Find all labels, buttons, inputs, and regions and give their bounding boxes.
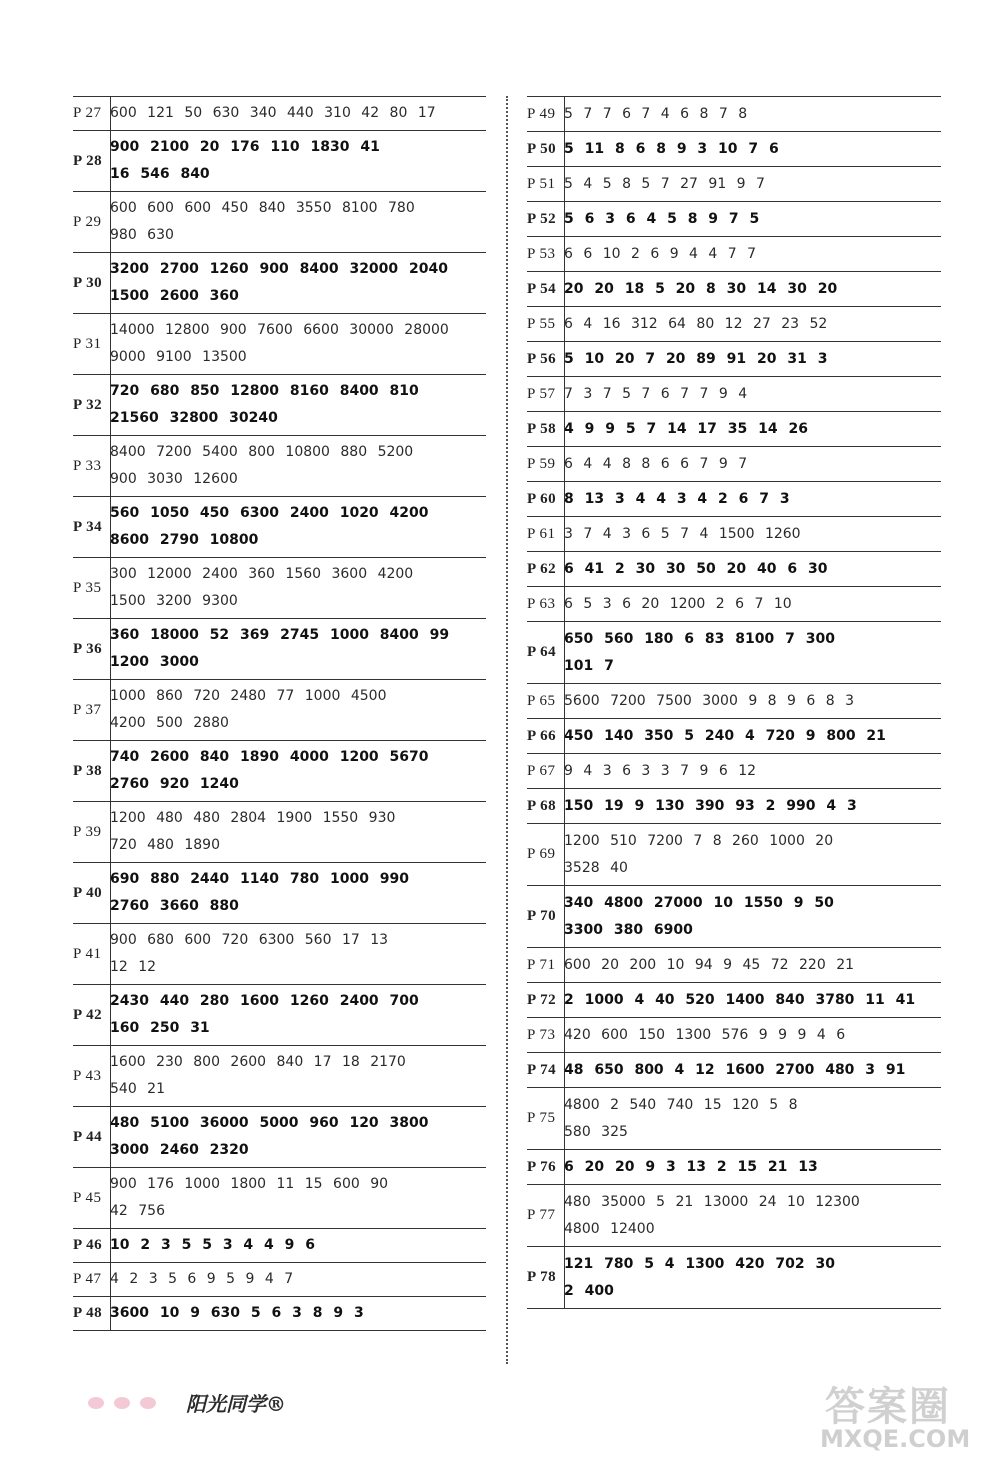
page-number: P 28 <box>73 152 103 169</box>
page-number: P 60 <box>527 490 557 507</box>
page-number: P 63 <box>527 595 556 612</box>
answer-values <box>564 202 941 237</box>
page-number: P 45 <box>73 1189 102 1206</box>
answer-values <box>564 377 941 412</box>
page-number: P 31 <box>73 335 102 352</box>
page-number: P 64 <box>527 644 557 660</box>
answer-line: 9000 9100 13500 <box>110 349 247 365</box>
page-number: P 32 <box>73 396 103 413</box>
answer-values <box>564 482 941 517</box>
answer-row <box>527 132 941 167</box>
page-number: P 29 <box>73 213 102 230</box>
answer-line: 1500 2600 360 <box>110 288 239 304</box>
page-number: P 36 <box>73 640 103 657</box>
answer-row <box>73 985 486 1046</box>
page-number: P 56 <box>527 350 557 367</box>
answer-row <box>73 1263 486 1297</box>
answer-values <box>564 983 941 1018</box>
answer-line: 5600 7200 7500 3000 9 8 9 6 8 3 <box>564 692 855 709</box>
page-number: P 54 <box>527 280 557 297</box>
answer-line: 600 121 50 630 340 440 310 42 80 17 <box>110 105 436 121</box>
answer-row <box>73 1107 486 1168</box>
answer-line: 600 600 600 450 840 3550 8100 780 <box>110 200 415 216</box>
column-divider <box>506 96 508 1364</box>
answer-line: 5 4 5 8 5 7 27 91 9 7 <box>564 175 765 192</box>
answer-values <box>564 948 941 983</box>
page-number: P 73 <box>527 1026 556 1043</box>
answer-values <box>110 985 486 1046</box>
answer-line: 900 3030 12600 <box>110 471 238 487</box>
answer-row <box>527 719 941 754</box>
answer-row <box>527 886 941 948</box>
answer-line: 900 680 600 720 6300 560 17 13 <box>110 932 389 948</box>
answer-values <box>110 924 486 985</box>
page-number: P 58 <box>527 420 557 437</box>
answer-row <box>527 684 941 719</box>
answer-row <box>527 1053 941 1088</box>
page-number: P 46 <box>73 1237 103 1253</box>
page-number: P 53 <box>527 245 556 262</box>
page-number: P 59 <box>527 455 556 472</box>
answer-line: 580 325 <box>564 1123 628 1140</box>
page-number: P 41 <box>73 945 102 962</box>
answer-row <box>527 272 941 307</box>
answer-row <box>527 412 941 447</box>
answer-row <box>73 558 486 619</box>
answer-line: 900 2100 20 176 110 1830 41 <box>110 139 380 155</box>
answer-line: 10 2 3 5 5 3 4 4 9 6 <box>110 1237 316 1253</box>
answer-row <box>527 237 941 272</box>
page-number: P 66 <box>527 727 557 744</box>
answer-row <box>73 192 486 253</box>
answer-line: 2760 920 1240 <box>110 776 239 792</box>
page-number: P 35 <box>73 579 102 596</box>
page-number: P 78 <box>527 1269 557 1285</box>
answer-line: 3300 380 6900 <box>564 921 693 938</box>
page-number: P 75 <box>527 1110 556 1126</box>
answer-line: 121 780 5 4 1300 420 702 30 <box>564 1255 835 1272</box>
answer-line: 3 7 4 3 6 5 7 4 1500 1260 <box>564 525 801 542</box>
page-number: P 69 <box>527 846 556 862</box>
right-answer-table <box>527 96 941 1309</box>
answer-values <box>564 272 941 307</box>
answer-line: 1000 860 720 2480 77 1000 4500 <box>110 688 387 704</box>
answer-line: 560 1050 450 6300 2400 1020 4200 <box>110 505 429 521</box>
answer-line: 340 4800 27000 10 1550 9 50 <box>564 894 834 911</box>
answer-values <box>564 886 941 948</box>
answer-line: 5 7 7 6 7 4 6 8 7 8 <box>564 105 748 122</box>
answer-row <box>527 307 941 342</box>
page-number: P 52 <box>527 210 557 227</box>
answer-row <box>527 482 941 517</box>
answer-line: 4 9 9 5 7 14 17 35 14 26 <box>564 420 808 437</box>
answer-line: 3200 2700 1260 900 8400 32000 2040 <box>110 261 448 277</box>
answer-values <box>110 192 486 253</box>
answer-values <box>110 253 486 314</box>
answer-row <box>527 1018 941 1053</box>
page-number: P 30 <box>73 274 103 291</box>
answer-row <box>527 1150 941 1185</box>
answer-values <box>110 314 486 375</box>
answer-line: 720 480 1890 <box>110 837 220 853</box>
page-number: P 62 <box>527 560 557 577</box>
answer-row <box>73 1229 486 1263</box>
answer-row <box>73 924 486 985</box>
answer-values <box>564 1018 941 1053</box>
left-answer-column <box>73 96 486 1331</box>
page-number: P 49 <box>527 105 556 122</box>
answer-values <box>564 754 941 789</box>
answer-values <box>564 412 941 447</box>
page-number: P 34 <box>73 518 103 535</box>
answer-line: 6 4 16 312 64 80 12 27 23 52 <box>564 315 828 332</box>
answer-values <box>564 1185 941 1247</box>
page-number: P 50 <box>527 140 557 157</box>
answer-row <box>73 97 486 131</box>
page-number: P 71 <box>527 956 556 973</box>
watermark-logo: 答案圈 <box>825 1383 951 1430</box>
answer-line: 21560 32800 30240 <box>110 410 278 426</box>
answer-line: 690 880 2440 1140 780 1000 990 <box>110 871 410 887</box>
right-answer-column <box>527 96 941 1309</box>
answer-line: 2 400 <box>564 1282 614 1299</box>
answer-line: 16 546 840 <box>110 166 210 182</box>
answer-line: 8400 7200 5400 800 10800 880 5200 <box>110 444 414 460</box>
answer-values <box>110 1168 486 1229</box>
answer-line: 540 21 <box>110 1081 165 1097</box>
answer-row <box>527 552 941 587</box>
answer-line: 3600 10 9 630 5 6 3 8 9 3 <box>110 1305 364 1321</box>
answer-line: 4800 2 540 740 15 120 5 8 <box>564 1096 798 1113</box>
answer-row <box>527 1185 941 1247</box>
watermark-url: MXQE.COM <box>820 1425 971 1453</box>
answer-row <box>527 789 941 824</box>
answer-row <box>73 680 486 741</box>
answer-line: 6 20 20 9 3 13 2 15 21 13 <box>564 1158 818 1175</box>
answer-line: 5 11 8 6 8 9 3 10 7 6 <box>564 140 779 157</box>
answer-line: 8 13 3 4 4 3 4 2 6 7 3 <box>564 490 790 507</box>
answer-row <box>73 436 486 497</box>
answer-values <box>110 558 486 619</box>
answer-values <box>564 167 941 202</box>
answer-line: 14000 12800 900 7600 6600 30000 28000 <box>110 322 449 338</box>
answer-line: 2760 3660 880 <box>110 898 239 914</box>
answer-values <box>564 97 941 132</box>
page-number: P 48 <box>73 1305 103 1321</box>
answer-row <box>527 202 941 237</box>
page-number: P 77 <box>527 1207 556 1223</box>
answer-values <box>564 1053 941 1088</box>
answer-line: 1200 3000 <box>110 654 199 670</box>
answer-values <box>564 132 941 167</box>
answer-row <box>73 131 486 192</box>
answer-line: 1200 480 480 2804 1900 1550 930 <box>110 810 396 826</box>
answer-values <box>110 436 486 497</box>
page-number: P 33 <box>73 457 102 474</box>
answer-row <box>73 1168 486 1229</box>
answer-line: 42 756 <box>110 1203 165 1219</box>
answer-line: 4200 500 2880 <box>110 715 229 731</box>
answer-line: 1600 230 800 2600 840 17 18 2170 <box>110 1054 406 1070</box>
answer-line: 2 1000 4 40 520 1400 840 3780 11 41 <box>564 991 916 1008</box>
page-number: P 43 <box>73 1067 102 1084</box>
answer-line: 4800 12400 <box>564 1220 655 1237</box>
answer-line: 48 650 800 4 12 1600 2700 480 3 91 <box>564 1061 906 1078</box>
answer-line: 480 5100 36000 5000 960 120 3800 <box>110 1115 429 1131</box>
answer-values <box>564 1247 941 1309</box>
answer-values <box>110 1046 486 1107</box>
answer-row <box>527 983 941 1018</box>
answer-row <box>527 342 941 377</box>
answer-values <box>564 552 941 587</box>
answer-values <box>564 684 941 719</box>
answer-row <box>527 754 941 789</box>
answer-row <box>73 1297 486 1331</box>
page-number: P 74 <box>527 1061 557 1078</box>
answer-line: 980 630 <box>110 227 174 243</box>
answer-values <box>564 824 941 886</box>
answer-line: 8600 2790 10800 <box>110 532 259 548</box>
page-number: P 38 <box>73 762 103 779</box>
watermark <box>820 1375 995 1455</box>
answer-row <box>73 802 486 863</box>
answer-values <box>564 1088 941 1150</box>
answer-row <box>527 587 941 622</box>
answer-line: 480 35000 5 21 13000 24 10 12300 <box>564 1193 860 1210</box>
page-number: P 39 <box>73 823 102 840</box>
answer-line: 160 250 31 <box>110 1020 210 1036</box>
page-number: P 57 <box>527 385 556 402</box>
answer-line: 650 560 180 6 83 8100 7 300 <box>564 630 835 647</box>
answer-line: 900 176 1000 1800 11 15 600 90 <box>110 1176 389 1192</box>
answer-values <box>564 447 941 482</box>
answer-values <box>564 517 941 552</box>
answer-row <box>527 824 941 886</box>
answer-line: 20 20 18 5 20 8 30 14 30 20 <box>564 280 838 297</box>
answer-values <box>110 741 486 802</box>
page-number: P 70 <box>527 908 557 924</box>
page-number: P 68 <box>527 797 557 814</box>
answer-line: 101 7 <box>564 657 614 674</box>
answer-values <box>110 131 486 192</box>
answer-line: 7 3 7 5 7 6 7 7 9 4 <box>564 385 748 402</box>
answer-values <box>564 342 941 377</box>
answer-row <box>527 948 941 983</box>
answer-row <box>527 377 941 412</box>
answer-values <box>564 789 941 824</box>
answer-values <box>564 587 941 622</box>
answer-values <box>110 802 486 863</box>
page-number: P 27 <box>73 105 102 121</box>
answer-values <box>564 307 941 342</box>
answer-row <box>73 253 486 314</box>
page-number: P 72 <box>527 991 557 1008</box>
page-number: P 76 <box>527 1158 557 1175</box>
answer-values <box>110 680 486 741</box>
page-number: P 51 <box>527 175 556 192</box>
answer-row <box>527 1247 941 1309</box>
answer-line: 6 4 4 8 8 6 6 7 9 7 <box>564 455 748 472</box>
answer-line: 3528 40 <box>564 859 628 876</box>
answer-values <box>564 1150 941 1185</box>
page-number: P 67 <box>527 762 556 779</box>
answer-row <box>73 1046 486 1107</box>
answer-row <box>527 97 941 132</box>
page-number: P 61 <box>527 525 556 542</box>
answer-row <box>73 314 486 375</box>
page-number: P 47 <box>73 1271 102 1287</box>
answer-row <box>73 375 486 436</box>
answer-row <box>73 619 486 680</box>
answer-values <box>110 97 486 131</box>
brand-logo: 阳光同学® <box>186 1392 286 1416</box>
answer-values <box>564 622 941 684</box>
answer-line: 150 19 9 130 390 93 2 990 4 3 <box>564 797 857 814</box>
answer-values <box>564 719 941 754</box>
answer-line: 1200 510 7200 7 8 260 1000 20 <box>564 832 834 849</box>
answer-values <box>110 1297 486 1331</box>
answer-row <box>73 741 486 802</box>
answer-line: 5 10 20 7 20 89 91 20 31 3 <box>564 350 828 367</box>
answer-values <box>110 619 486 680</box>
answer-line: 3000 2460 2320 <box>110 1142 249 1158</box>
answer-line: 2430 440 280 1600 1260 2400 700 <box>110 993 419 1009</box>
left-answer-table <box>73 96 486 1331</box>
answer-line: 6 5 3 6 20 1200 2 6 7 10 <box>564 595 792 612</box>
answer-row <box>527 1088 941 1150</box>
answer-row <box>527 447 941 482</box>
answer-line: 6 41 2 30 30 50 20 40 6 30 <box>564 560 828 577</box>
answer-line: 360 18000 52 369 2745 1000 8400 99 <box>110 627 450 643</box>
answer-values <box>110 1263 486 1297</box>
left-column-rule <box>110 96 111 1331</box>
answer-values <box>110 497 486 558</box>
answer-line: 6 6 10 2 6 9 4 4 7 7 <box>564 245 757 262</box>
answer-line: 4 2 3 5 6 9 5 9 4 7 <box>110 1271 294 1287</box>
answer-row <box>73 863 486 924</box>
page-number: P 42 <box>73 1006 103 1023</box>
answer-line: 720 680 850 12800 8160 8400 810 <box>110 383 419 399</box>
decorative-dots <box>88 1397 156 1409</box>
answer-line: 12 12 <box>110 959 157 975</box>
right-column-rule <box>564 96 565 1309</box>
answer-values <box>564 237 941 272</box>
answer-row <box>73 497 486 558</box>
answer-line: 1500 3200 9300 <box>110 593 238 609</box>
answer-line: 5 6 3 6 4 5 8 9 7 5 <box>564 210 760 227</box>
answer-row <box>527 517 941 552</box>
page-number: P 40 <box>73 884 103 901</box>
page-number: P 65 <box>527 692 556 709</box>
answer-line: 300 12000 2400 360 1560 3600 4200 <box>110 566 414 582</box>
answer-values <box>110 1229 486 1263</box>
page-number: P 37 <box>73 701 102 718</box>
answer-line: 600 20 200 10 94 9 45 72 220 21 <box>564 956 855 973</box>
answer-row <box>527 622 941 684</box>
page-number: P 44 <box>73 1128 103 1145</box>
answer-values <box>110 863 486 924</box>
answer-line: 420 600 150 1300 576 9 9 9 4 6 <box>564 1026 846 1043</box>
answer-line: 450 140 350 5 240 4 720 9 800 21 <box>564 727 886 744</box>
page-number: P 55 <box>527 315 556 332</box>
answer-values <box>110 1107 486 1168</box>
answer-values <box>110 375 486 436</box>
answer-line: 740 2600 840 1890 4000 1200 5670 <box>110 749 429 765</box>
answer-line: 9 4 3 6 3 3 7 9 6 12 <box>564 762 757 779</box>
answer-row <box>527 167 941 202</box>
